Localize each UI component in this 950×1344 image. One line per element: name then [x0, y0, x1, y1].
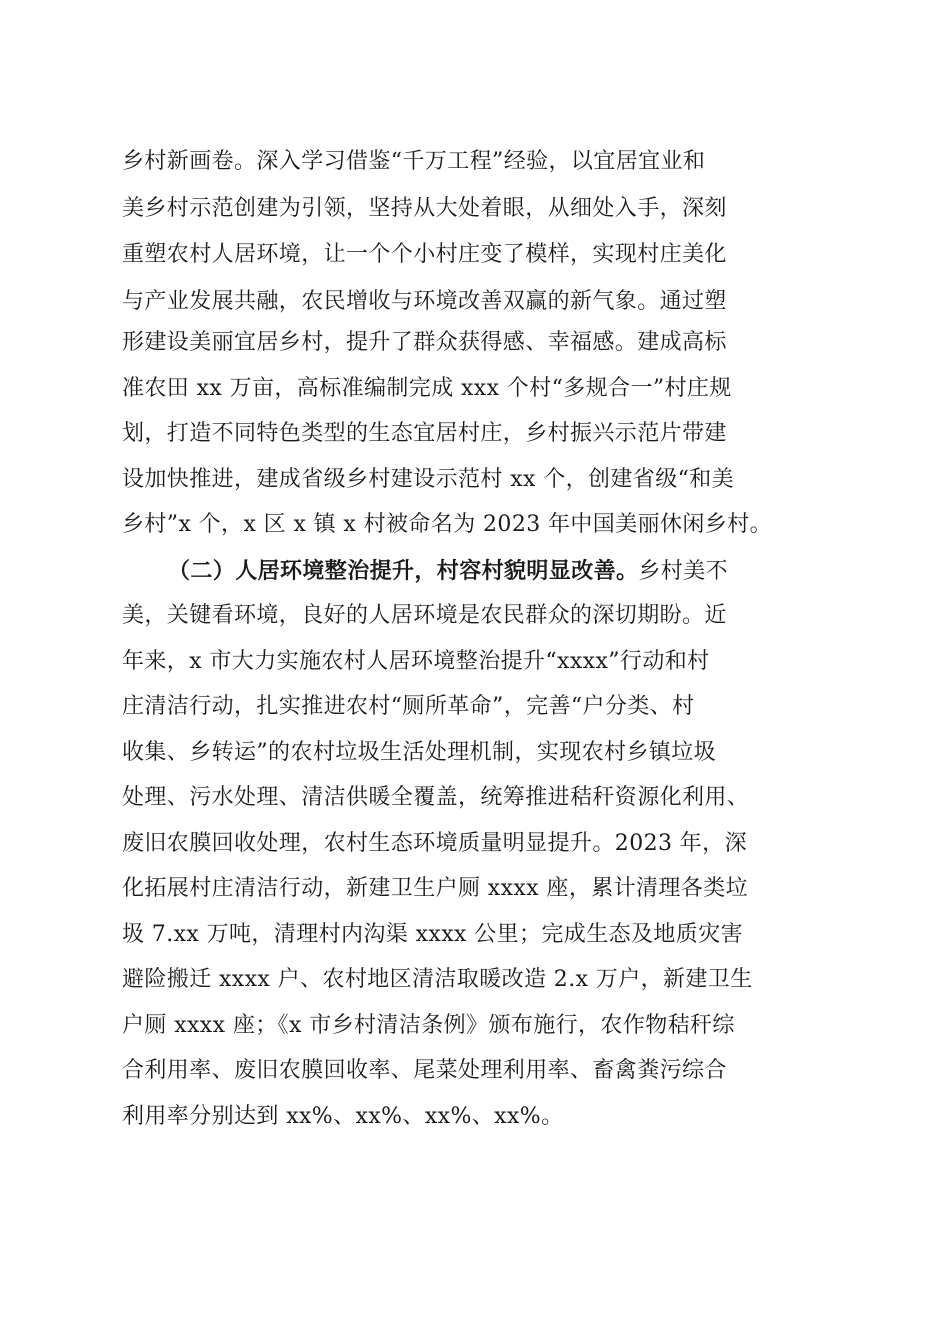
paragraph-line: 设加快推进，建成省级乡村建设示范村 xx 个，创建省级“和美	[122, 467, 735, 492]
paragraph-line: 划，打造不同特色类型的生态宜居村庄，乡村振兴示范片带建	[122, 421, 727, 446]
section-heading: （二）人居环境整治提升，村容村貌明显改善。	[168, 558, 639, 584]
paragraph-line: 乡村”x 个，x 区 x 镇 x 村被命名为 2023 年中国美丽休闲乡村。	[122, 512, 773, 537]
paragraph-line: 形建设美丽宜居乡村，提升了群众获得感、幸福感。建成高标	[122, 330, 727, 355]
paragraph-line: 化拓展村庄清洁行动，新建卫生户厕 xxxx 座，累计清理各类垃	[122, 876, 749, 901]
paragraph-line: 与产业发展共融，农民增收与环境改善双赢的新气象。通过塑	[122, 289, 727, 314]
paragraph-line: 避险搬迁 xxxx 户、农村地区清洁取暖改造 2.x 万户，新建卫生	[122, 967, 753, 992]
paragraph-line: 利用率分别达到 xx%、xx%、xx%、xx%。	[122, 1104, 564, 1129]
paragraph-line: 美，关键看环境，良好的人居环境是农民群众的深切期盼。近	[122, 603, 727, 628]
paragraph-line: 废旧农膜回收处理，农村生态环境质量明显提升。2023 年，深	[122, 831, 747, 856]
paragraph-line: 处理、污水处理、清洁供暖全覆盖，统筹推进秸秆资源化利用、	[122, 785, 750, 810]
paragraph-line: 收集、乡转运”的农村垃圾生活处理机制，实现农村乡镇垃圾	[122, 740, 717, 765]
paragraph-line: 准农田 xx 万亩，高标准编制完成 xxx 个村“多规合一”村庄规	[122, 376, 732, 401]
paragraph-line: 美乡村示范创建为引领，坚持从大处着眼，从细处入手，深刻	[122, 196, 727, 221]
paragraph-line: 圾 7.xx 万吨，清理村内沟渠 xxxx 公里；完成生态及地质灾害	[122, 922, 744, 947]
paragraph-line: 重塑农村人居环境，让一个个小村庄变了模样，实现村庄美化	[122, 242, 727, 267]
section-heading-rest: 乡村美不	[638, 559, 729, 584]
paragraph-line: 户厕 xxxx 座；《x 市乡村清洁条例》颁布施行，农作物秸秆综	[122, 1013, 735, 1038]
section-heading-line	[168, 560, 728, 583]
paragraph-line: 年来，x 市大力实施农村人居环境整治提升“xxxx”行动和村	[122, 649, 710, 674]
paragraph-line: 庄清洁行动，扎实推进农村“厕所革命”，完善“户分类、村	[122, 694, 695, 719]
paragraph-line: 乡村新画卷。深入学习借鉴“千万工程”经验，以宜居宜业和	[122, 149, 706, 174]
paragraph-line: 合利用率、废旧农膜回收率、尾菜处理利用率、畜禽粪污综合	[122, 1058, 727, 1083]
